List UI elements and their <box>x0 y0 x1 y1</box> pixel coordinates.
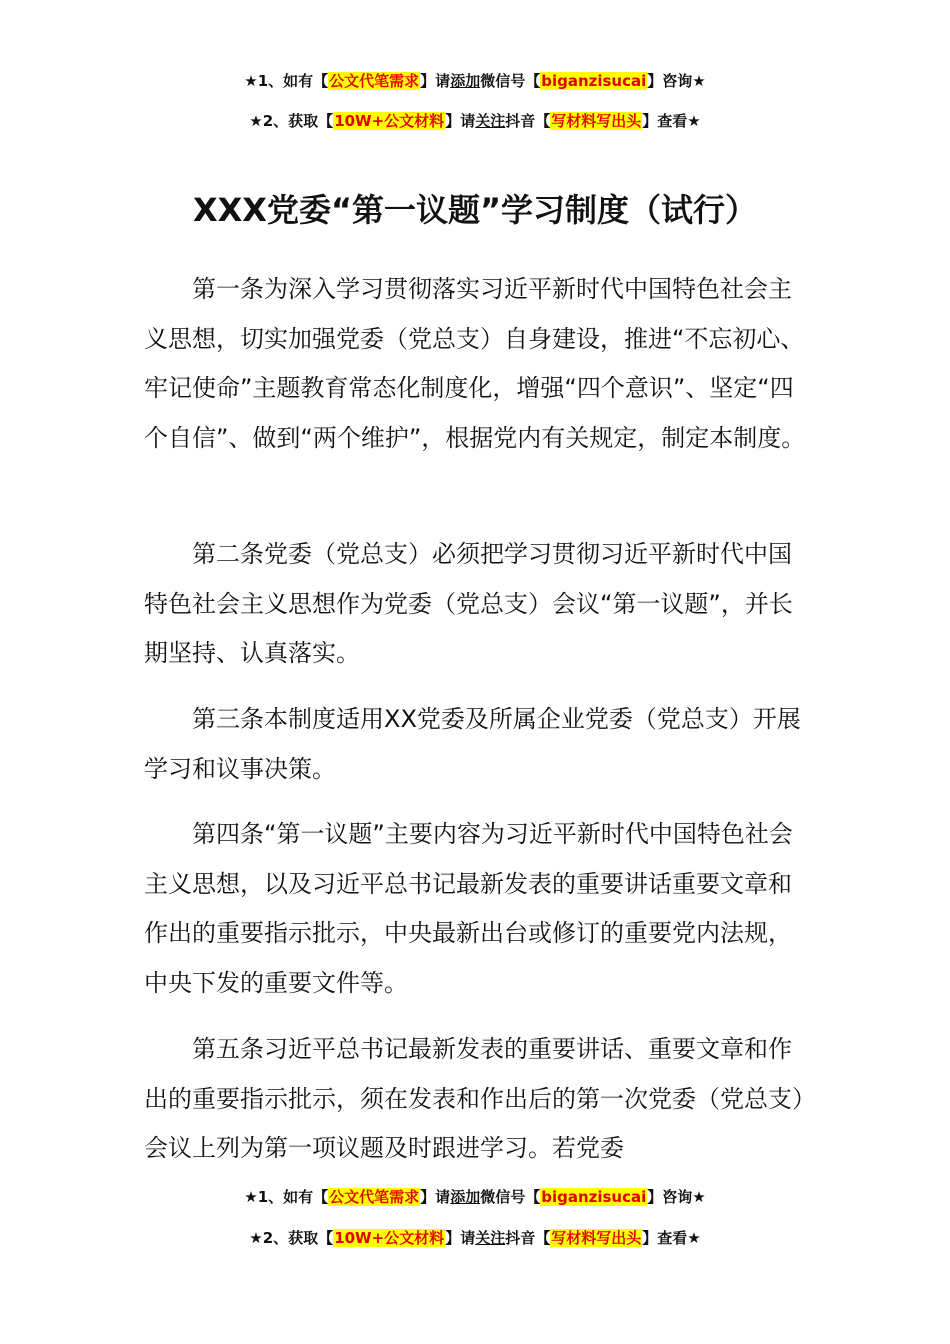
underlined-action: 添加 <box>450 1188 481 1206</box>
banner-text: 】请 <box>445 1229 476 1247</box>
banner-text: 】请 <box>420 72 451 90</box>
article-2: 第二条党委（党总支）必须把学习贯彻习近平新时代中国特色社会主义思想作为党委（党总支）会议“第一议题”，并长期坚持、认真落实。 <box>144 540 793 667</box>
article-3: 第三条本制度适用XX党委及所属企业党委（党总支）开展学习和议事决策。 <box>144 705 801 783</box>
highlight-douyin-account: 写材料写出头 <box>551 1229 642 1247</box>
header-banner-line-2 <box>0 110 950 132</box>
underlined-action: 关注 <box>475 112 506 130</box>
footer-banner-line-2 <box>0 1227 950 1249</box>
footer-banner-line-1 <box>0 1186 950 1208</box>
highlight-douyin-account: 写材料写出头 <box>551 112 642 130</box>
banner-text: ★1、如有【 <box>244 1188 329 1206</box>
banner-text: 】咨询★ <box>647 1188 706 1206</box>
underlined-action: 添加 <box>450 72 481 90</box>
highlight-service: 公文代笔需求 <box>329 1188 420 1206</box>
banner-text: 】查看★ <box>642 112 701 130</box>
banner-text: 微信号【 <box>480 72 541 90</box>
banner-text: 】请 <box>420 1188 451 1206</box>
banner-text: 】请 <box>445 112 476 130</box>
highlight-materials: 10W+公文材料 <box>334 112 445 130</box>
article-4: 第四条“第一议题”主要内容为习近平新时代中国特色社会主义思想，以及习近平总书记最新发表的重要讲话重要文章和作出的重要指示批示，中央最新出台或修订的重要党内法规，中央下发的重要文件等。 <box>144 820 793 997</box>
banner-text: ★2、获取【 <box>249 1229 334 1247</box>
highlight-wechat-id: biganzisucai <box>541 1188 647 1206</box>
highlight-service: 公文代笔需求 <box>329 72 420 90</box>
highlight-materials: 10W+公文材料 <box>334 1229 445 1247</box>
header-banner-line-1 <box>0 70 950 92</box>
article-5: 第五条习近平总书记最新发表的重要讲话、重要文章和作出的重要指示批示，须在发表和作出后的第一次党委（党总支）会议上列为第一项议题及时跟进学习。若党委 <box>144 1035 804 1162</box>
banner-text: ★1、如有【 <box>244 72 329 90</box>
underlined-action: 关注 <box>475 1229 506 1247</box>
document-title: XXX党委“第一议题”学习制度（试行） <box>192 191 758 229</box>
banner-text: 抖音【 <box>505 1229 551 1247</box>
banner-text: 微信号【 <box>480 1188 541 1206</box>
banner-text: 】查看★ <box>642 1229 701 1247</box>
banner-text: 抖音【 <box>505 112 551 130</box>
article-1: 第一条为深入学习贯彻落实习近平新时代中国特色社会主义思想，切实加强党委（党总支）自身建设，推进“不忘初心、牢记使命”主题教育常态化制度化，增强“四个意识”、坚定“四个自信”、做到“两个维护”，根据党内有关规定，制定本制度。 <box>144 275 806 452</box>
banner-text: ★2、获取【 <box>249 112 334 130</box>
highlight-wechat-id: biganzisucai <box>541 72 647 90</box>
banner-text: 】咨询★ <box>647 72 706 90</box>
